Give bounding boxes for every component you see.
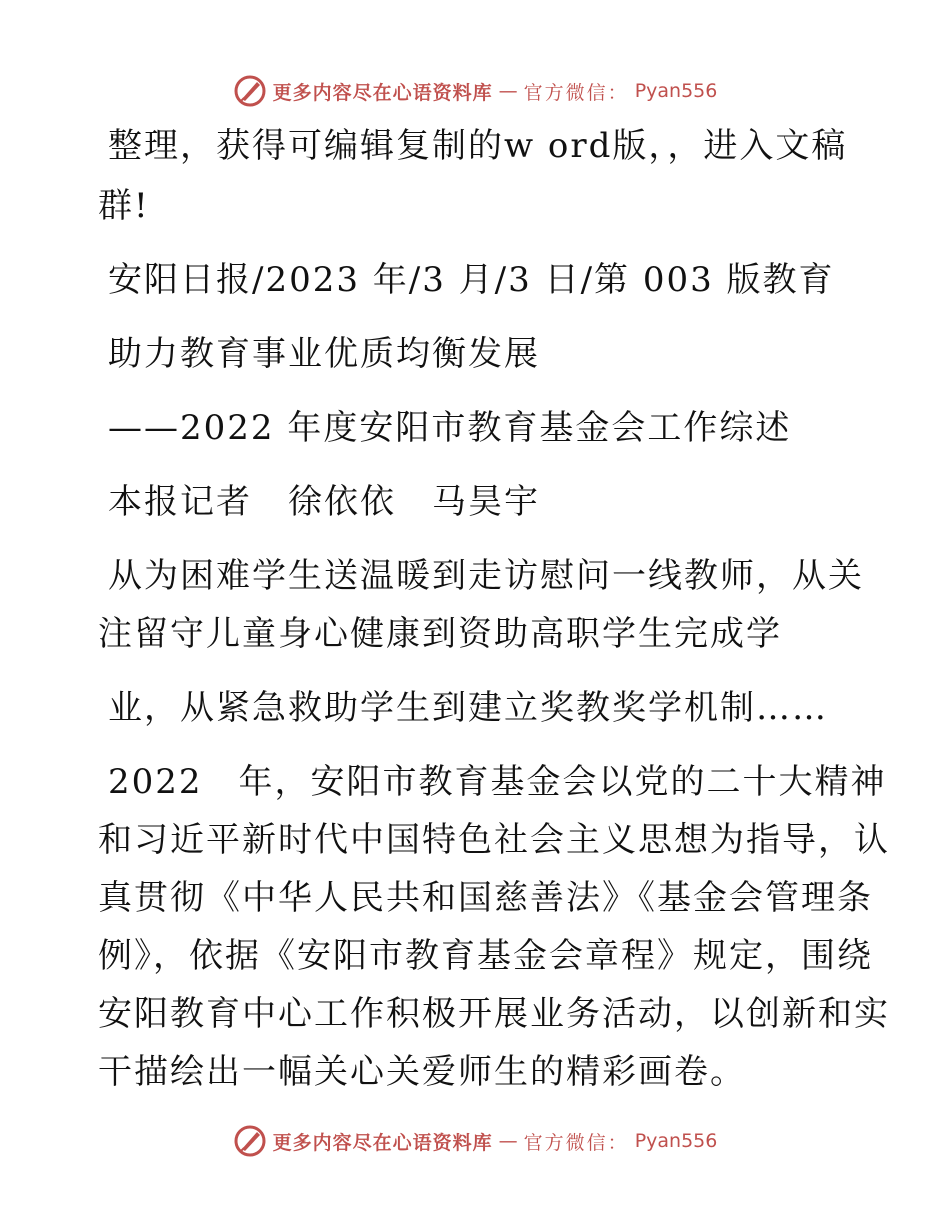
watermark-separator: —: [498, 1130, 518, 1152]
watermark-official-label: 官方微信：: [523, 81, 629, 104]
watermark-wechat-id: Pyan556: [634, 80, 718, 102]
text-line: 2022 年，安阳市教育基金会以党的二十大精神: [108, 762, 887, 802]
text-line: 安阳教育中心工作积极开展业务活动，以创新和实: [98, 994, 890, 1034]
watermark-separator: —: [498, 80, 518, 102]
quill-logo-icon: [233, 74, 267, 108]
watermark-wechat-id: Pyan556: [634, 1130, 718, 1152]
text-line: 从为困难学生送温暖到走访慰问一线教师，从关: [108, 556, 864, 596]
text-line: 注留守儿童身心健康到资助高职学生完成学: [98, 614, 782, 654]
article-subtitle: ——2022 年度安阳市教育基金会工作综述: [108, 408, 792, 448]
text-line: 干描绘出一幅关心关爱师生的精彩画卷。: [98, 1052, 746, 1092]
text-line: 真贯彻《中华人民共和国慈善法》《基金会管理条: [98, 878, 873, 918]
watermark-brand: 更多内容尽在心语资料库: [272, 1131, 493, 1154]
watermark-brand: 更多内容尽在心语资料库: [272, 81, 493, 104]
watermark-official-label: 官方微信：: [523, 1131, 629, 1154]
text-line: 整理，获得可编辑复制的w ord版，，进入文稿: [108, 126, 848, 166]
quill-logo-icon: [233, 1124, 267, 1158]
source-line: 安阳日报/2023 年/3 月/3 日/第 003 版教育: [108, 260, 835, 300]
text-line: 和习近平新时代中国特色社会主义思想为指导，认: [98, 820, 890, 860]
watermark-footer: [0, 1124, 950, 1158]
byline: 本报记者 徐依依 马昊宇: [108, 482, 540, 522]
article-title: 助力教育事业优质均衡发展: [108, 334, 540, 374]
watermark-header: [0, 74, 950, 108]
text-line: 例》，依据《安阳市教育基金会章程》规定，围绕: [98, 936, 873, 976]
text-line: 群!: [98, 186, 150, 226]
text-line: 业，从紧急救助学生到建立奖教奖学机制……: [108, 688, 828, 728]
